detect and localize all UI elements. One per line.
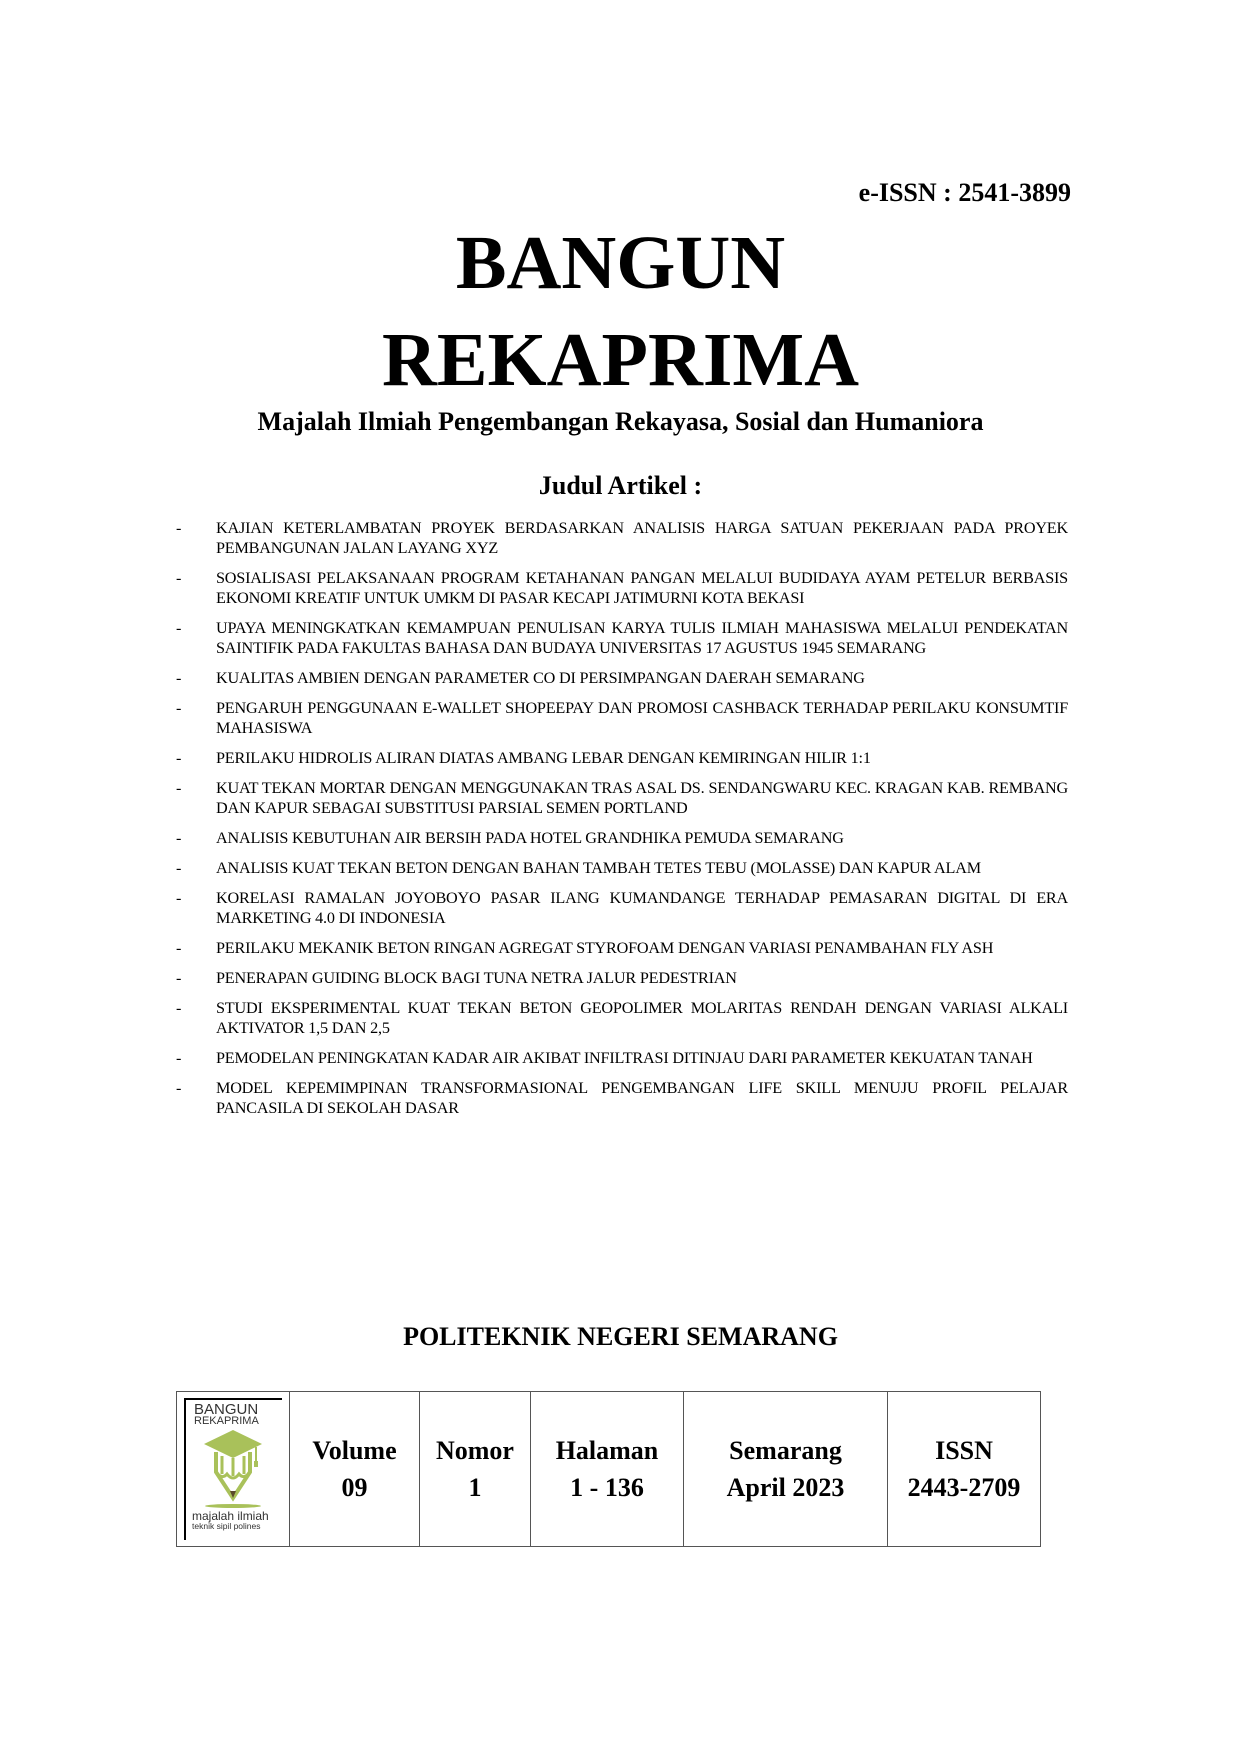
bullet-dash: - [176, 939, 182, 957]
article-title: UPAYA MENINGKATKAN KEMAMPUAN PENULISAN KARYA TULIS ILMIAH MAHASISWA MELALUI PENDEKATAN SAINTIFIK PADA FAKULTAS BAHASA DAN BUDAYA UNIVERSITAS 17 AGUSTUS 1945 SEMARANG [216, 619, 1068, 657]
article-item [176, 668, 1068, 688]
nomor-label: Nomor [436, 1436, 514, 1465]
publisher: POLITEKNIK NEGERI SEMARANG [403, 1322, 838, 1351]
journal-title-line1: BANGUN [455, 221, 786, 305]
article-item [176, 968, 1068, 988]
logo-text-bangun: BANGUN [194, 1401, 259, 1418]
article-item [176, 1078, 1068, 1118]
bullet-dash: - [176, 1079, 182, 1097]
article-item [176, 518, 1068, 558]
bullet-dash: - [176, 999, 182, 1017]
issn-value: 2443-2709 [907, 1473, 1021, 1502]
article-title: PEMODELAN PENINGKATAN KADAR AIR AKIBAT INFILTRASI DITINJAU DARI PARAMETER KEKUATAN TANAH [216, 1049, 1033, 1067]
pencil-graduation-cap-icon [200, 1428, 266, 1508]
bullet-dash: - [176, 669, 182, 687]
article-title: KAJIAN KETERLAMBATAN PROYEK BERDASARKAN ANALISIS HARGA SATUAN PEKERJAAN PADA PROYEK PEMBANGUNAN JALAN LAYANG XYZ [216, 519, 1068, 557]
bullet-dash: - [176, 859, 182, 877]
article-list [176, 518, 1068, 1128]
article-item [176, 858, 1068, 878]
article-title: ANALISIS KEBUTUHAN AIR BERSIH PADA HOTEL GRANDHIKA PEMUDA SEMARANG [216, 829, 844, 847]
article-item [176, 698, 1068, 738]
logo-text-rekaprima: REKAPRIMA [194, 1415, 259, 1427]
bullet-dash: - [176, 619, 182, 637]
article-item [176, 888, 1068, 928]
article-title: PENGARUH PENGGUNAAN E-WALLET SHOPEEPAY DAN PROMOSI CASHBACK TERHADAP PERILAKU KONSUMTIF MAHASISWA [216, 699, 1068, 737]
e-issn: e-ISSN : 2541-3899 [858, 178, 1071, 207]
halaman-cell [531, 1392, 684, 1547]
article-title: KUAT TEKAN MORTAR DENGAN MENGGUNAKAN TRAS ASAL DS. SENDANGWARU KEC. KRAGAN KAB. REMBANG DAN KAPUR SEBAGAI SUBSTITUSI PARSIAL SEMEN PORTLAND [216, 779, 1068, 817]
article-title: KUALITAS AMBIEN DENGAN PARAMETER CO DI PERSIMPANGAN DAERAH SEMARANG [216, 669, 865, 687]
volume-value: 09 [341, 1473, 368, 1502]
bullet-dash: - [176, 749, 182, 767]
article-item [176, 568, 1068, 608]
logo-text-teknik: teknik sipil polines [192, 1521, 261, 1531]
article-title: ANALISIS KUAT TEKAN BETON DENGAN BAHAN TAMBAH TETES TEBU (MOLASSE) DAN KAPUR ALAM [216, 859, 981, 877]
bullet-dash: - [176, 699, 182, 717]
date: April 2023 [726, 1473, 845, 1502]
halaman-value: 1 - 136 [570, 1473, 644, 1502]
bullet-dash: - [176, 519, 182, 537]
journal-subtitle: Majalah Ilmiah Pengembangan Rekayasa, Sosial dan Humaniora [257, 407, 984, 436]
issn-label: ISSN [935, 1436, 993, 1465]
nomor-cell [420, 1392, 531, 1547]
article-title: PENERAPAN GUIDING BLOCK BAGI TUNA NETRA JALUR PEDESTRIAN [216, 969, 737, 987]
article-item [176, 998, 1068, 1038]
issn-cell [888, 1392, 1041, 1547]
article-title: STUDI EKSPERIMENTAL KUAT TEKAN BETON GEOPOLIMER MOLARITAS RENDAH DENGAN VARIASI ALKALI AKTIVATOR 1,5 DAN 2,5 [216, 999, 1068, 1037]
article-title: KORELASI RAMALAN JOYOBOYO PASAR ILANG KUMANDANGE TERHADAP PEMASARAN DIGITAL DI ERA MARKETING 4.0 DI INDONESIA [216, 889, 1068, 927]
bullet-dash: - [176, 969, 182, 987]
bullet-dash: - [176, 889, 182, 907]
nomor-value: 1 [468, 1473, 482, 1502]
journal-title-line2: REKAPRIMA [381, 318, 860, 402]
place: Semarang [729, 1436, 842, 1465]
article-item [176, 618, 1068, 658]
bullet-dash: - [176, 569, 182, 587]
article-title: PERILAKU HIDROLIS ALIRAN DIATAS AMBANG LEBAR DENGAN KEMIRINGAN HILIR 1:1 [216, 749, 871, 767]
bullet-dash: - [176, 779, 182, 797]
article-title: MODEL KEPEMIMPINAN TRANSFORMASIONAL PENGEMBANGAN LIFE SKILL MENUJU PROFIL PELAJAR PANCASILA DI SEKOLAH DASAR [216, 1079, 1068, 1117]
issue-info-table [176, 1391, 1041, 1547]
volume-label: Volume [312, 1436, 397, 1465]
article-item [176, 1048, 1068, 1068]
article-title: PERILAKU MEKANIK BETON RINGAN AGREGAT STYROFOAM DENGAN VARIASI PENAMBAHAN FLY ASH [216, 939, 994, 957]
logo-text-majalah: majalah ilmiah [192, 1509, 269, 1523]
logo-cell [177, 1392, 290, 1547]
place-date-cell [684, 1392, 888, 1547]
halaman-label: Halaman [555, 1436, 659, 1465]
article-item [176, 748, 1068, 768]
articles-heading: Judul Artikel : [538, 471, 703, 500]
article-item [176, 828, 1068, 848]
article-item [176, 778, 1068, 818]
article-title: SOSIALISASI PELAKSANAAN PROGRAM KETAHANAN PANGAN MELALUI BUDIDAYA AYAM PETELUR BERBASIS EKONOMI KREATIF UNTUK UMKM DI PASAR KECAPI JATIMURNI KOTA BEKASI [216, 569, 1068, 607]
bullet-dash: - [176, 829, 182, 847]
volume-cell [290, 1392, 420, 1547]
journal-logo [184, 1398, 282, 1540]
article-item [176, 938, 1068, 958]
bullet-dash: - [176, 1049, 182, 1067]
